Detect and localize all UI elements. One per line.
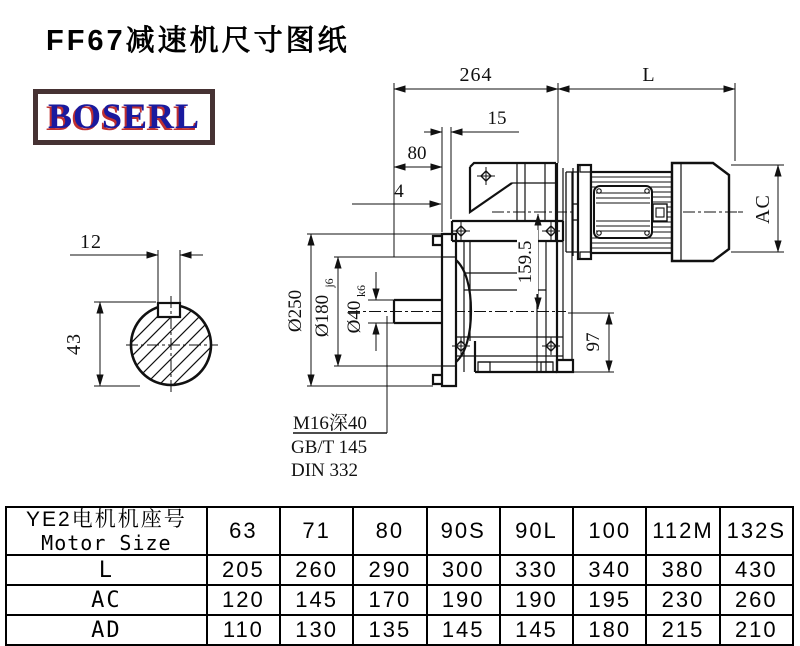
table-header-row <box>6 507 793 555</box>
col-header: 112M <box>646 507 719 555</box>
dim-80: 80 <box>407 143 427 164</box>
header-motor-size <box>6 507 207 555</box>
col-header: 100 <box>573 507 646 555</box>
dim-159-5: 159.5 <box>515 240 536 284</box>
main-view <box>285 64 784 481</box>
cell: 190 <box>500 585 573 615</box>
cell: 180 <box>573 615 646 645</box>
cell: 210 <box>720 615 793 645</box>
motor-flange <box>578 165 591 259</box>
dim-dia180: Ø180 <box>312 294 333 338</box>
cell: 195 <box>573 585 646 615</box>
dim-264: 264 <box>459 64 493 86</box>
cell: 145 <box>500 615 573 645</box>
row-label-AD: AD <box>6 615 207 645</box>
dim-97: 97 <box>583 332 604 352</box>
header-motor-size-cn: YE2电机机座号 <box>26 508 187 531</box>
dim-dia40: Ø40 <box>344 300 365 334</box>
cell: 145 <box>427 615 500 645</box>
dim-dia250: Ø250 <box>285 289 306 333</box>
cell: 380 <box>646 555 719 585</box>
bolt-markers <box>452 167 560 355</box>
shaft-section-view <box>60 231 282 400</box>
col-header: 63 <box>207 507 280 555</box>
note-din-standard: DIN 332 <box>291 460 359 481</box>
header-motor-size-en: Motor Size <box>41 531 172 555</box>
cell: 130 <box>280 615 353 645</box>
dim-4: 4 <box>394 181 404 202</box>
motor-hub <box>653 204 667 221</box>
col-header: 132S <box>720 507 793 555</box>
dim-AC: AC <box>752 194 774 224</box>
col-header: 80 <box>353 507 426 555</box>
col-header: 90L <box>500 507 573 555</box>
cell: 340 <box>573 555 646 585</box>
table-row <box>6 585 793 615</box>
col-header: 90S <box>427 507 500 555</box>
page-title: FF67减速机尺寸图纸 <box>46 25 350 57</box>
note-gbt-standard: GB/T 145 <box>291 437 368 458</box>
cell: 430 <box>720 555 793 585</box>
dim-dia180-tol: j6 <box>322 278 336 288</box>
cell: 135 <box>353 615 426 645</box>
cell: 120 <box>207 585 280 615</box>
table-row <box>6 615 793 645</box>
row-label-L: L <box>6 555 207 585</box>
keyway <box>158 303 180 317</box>
cell: 290 <box>353 555 426 585</box>
dim-dia40-tol: k6 <box>354 285 368 297</box>
row-label-AC: AC <box>6 585 207 615</box>
cell: 260 <box>280 555 353 585</box>
cell: 205 <box>207 555 280 585</box>
cell: 300 <box>427 555 500 585</box>
dim-15: 15 <box>487 108 507 129</box>
cell: 230 <box>646 585 719 615</box>
cell: 260 <box>720 585 793 615</box>
cell: 330 <box>500 555 573 585</box>
cell: 215 <box>646 615 719 645</box>
dim-keyway-width: 12 <box>80 231 102 253</box>
cell: 145 <box>280 585 353 615</box>
note-tap-hole: M16深40 <box>293 413 367 434</box>
cell: 110 <box>207 615 280 645</box>
table-row <box>6 555 793 585</box>
cell: 170 <box>353 585 426 615</box>
col-header: 71 <box>280 507 353 555</box>
brand-logo-text: BOSERL <box>48 96 201 136</box>
motor-stator <box>594 186 652 238</box>
dim-key-height: 43 <box>63 333 85 355</box>
cell: 190 <box>427 585 500 615</box>
motor <box>578 163 744 261</box>
motor-size-table <box>5 506 794 646</box>
dim-L: L <box>642 64 656 86</box>
